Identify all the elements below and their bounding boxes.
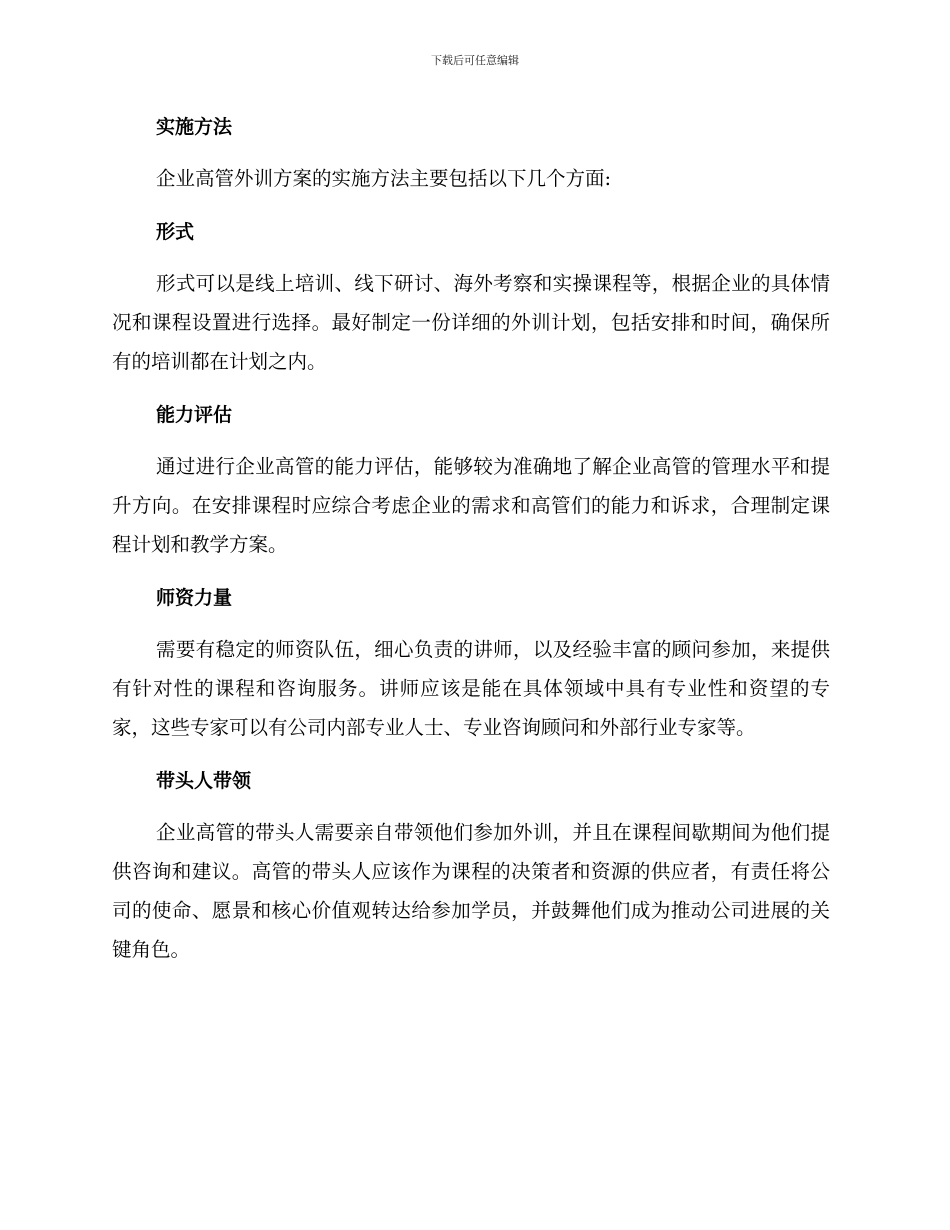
paragraph-format: 形式可以是线上培训、线下研讨、海外考察和实操课程等，根据企业的具体情况和课程设置进行选择。最好制定一份详细的外训计划，包括安排和时间，确保所有的培训都在计划之内。 (112, 272, 830, 373)
section-heading-leader: 带头人带领 (156, 770, 252, 792)
page-header: 下载后可任意编辑 (431, 54, 519, 67)
paragraph-faculty: 需要有稳定的师资队伍，细心负责的讲师，以及经验丰富的顾问参加，来提供有针对性的课程和咨询服务。讲师应该是能在具体领域中具有专业性和资望的专家，这些专家可以有公司内部专业人士、专业咨询顾问和外部行业专家等。 (112, 638, 830, 739)
section-heading-format: 形式 (156, 221, 195, 243)
section-heading-ability-assessment: 能力评估 (156, 404, 233, 426)
section-heading-implementation: 实施方法 (156, 116, 233, 138)
document-body (112, 108, 830, 969)
paragraph-ability-assessment: 通过进行企业高管的能力评估，能够较为准确地了解企业高管的管理水平和提升方向。在安排课程时应综合考虑企业的需求和高管们的能力和诉求，合理制定课程计划和教学方案。 (112, 455, 830, 556)
paragraph-leader: 企业高管的带头人需要亲自带领他们参加外训，并且在课程间歇期间为他们提供咨询和建议。高管的带头人应该作为课程的决策者和资源的供应者，有责任将公司的使命、愿景和核心价值观转达给参加学员，并鼓舞他们成为推动公司进展的关键角色。 (112, 821, 830, 961)
paragraph-implementation: 企业高管外训方案的实施方法主要包括以下几个方面: (156, 167, 612, 190)
section-heading-faculty: 师资力量 (156, 587, 233, 609)
